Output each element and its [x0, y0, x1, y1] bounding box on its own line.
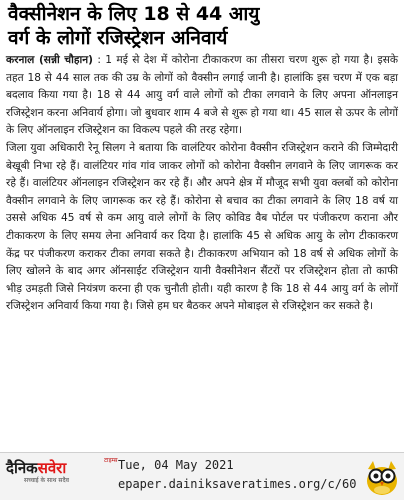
- paragraph-1-text: : 1 मई से देश में कोरोना टीकाकरण का तीसरा चरण शुरू हो गया है। इसके तहत 18 से 44 साल तक की उम्र के लोगों को वैक्सीन लगाई जानी है। हालांकि इस चरण में एक बड़ा बदलाव किया गया है। 18 से 44 आयु वर्ग वाले लोगों को टीका लगवाने के लिए अपना ऑनलाइन रजिस्ट्रेशन करना अनिवार्य होगा। जो बुधवार शाम 4 बजे से शुरू हो गया था। 45 साल से ऊपर के लोगों के लिए ऑनलाइन रजिस्ट्रेशन का विकल्प पहले की तरह रहेगा।: [6, 54, 398, 137]
- logo-wordmark-right: सवेरा: [37, 459, 67, 477]
- logo-tagline: सच्चाई के साथ सदैव: [24, 477, 69, 484]
- byline: करनाल (सन्नी चौहान): [6, 54, 93, 66]
- owl-mascot-icon: [362, 457, 402, 497]
- newspaper-logo[interactable]: [6, 459, 104, 493]
- headline-line-1: वैक्सीनेशन के लिए 18 से 44 आयु: [8, 3, 260, 25]
- epaper-url[interactable]: epaper.dainiksaveratimes.org/c/60: [118, 477, 357, 491]
- publication-date: Tue, 04 May 2021: [118, 458, 234, 472]
- article-body: [0, 50, 404, 316]
- paragraph-2: जिला युवा अधिकारी रेनू सिलग ने बताया कि वालंटियर कोरोना वैक्सीन रजिस्ट्रेशन कराने की जिम्मेदारी बेखूबी निभा रहे हैं। वालंटियर गांव गांव जाकर लोगों को कोरोना वैक्सीन लगवाने के लिए जागरूक कर रहे हैं। वालंटियर ऑनलाइन रजिस्ट्रेशन कर रहे हैं। और अपने क्षेत्र में मौजूद सभी युवा क्लबों को कोरोना वैक्सीन लगवाने के लिए जागरूक कर रहे हैं। कोरोना से बचाव का टीका लगवाने के लिए 18 वर्ष या उससे अधिक 45 वर्ष से कम आयु वाले लोगों के लिए कोविड वैब पोर्टल पर पंजीकरण कराना और टीकाकरण के लिए समय लेना अनिवार्य कर दिया है। हालांकि 45 से अधिक आयु के लोग टीकाकरण केंद्र पर पंजीकरण कराकर टीका लगवा सकते है। टीकाकरण अभियान को 18 वर्ष से अधिक लोगों के लिए खोलने के बाद अगर ऑनसाईट रजिस्ट्रेशन यानी वैक्सीनेशन सैंटरों पर रजिस्ट्रेशन होता तो काफी भीड़ उमड़ती जिसे नियंत्रण करना ही एक चुनौती होती। यही कारण है कि 18 से 44 आयु वर्ग के लोगों रजिस्ट्रेशन अनिवार्य किया गया है। जिसे हम घर बैठकर अपने मोबाइल से रजिस्ट्रेशन कर सकते है।: [6, 141, 398, 313]
- headline-line-2: वर्ग के लोगों रजिस्ट्रेशन अनिवार्य: [8, 27, 228, 49]
- paragraph-1: [6, 52, 398, 140]
- epaper-footer: [0, 452, 404, 500]
- logo-wordmark-left: दैनिक: [6, 459, 38, 477]
- logo-side-text: टाइम्स: [104, 457, 118, 464]
- article-headline: [0, 0, 404, 50]
- logo-wordmark: [6, 459, 104, 477]
